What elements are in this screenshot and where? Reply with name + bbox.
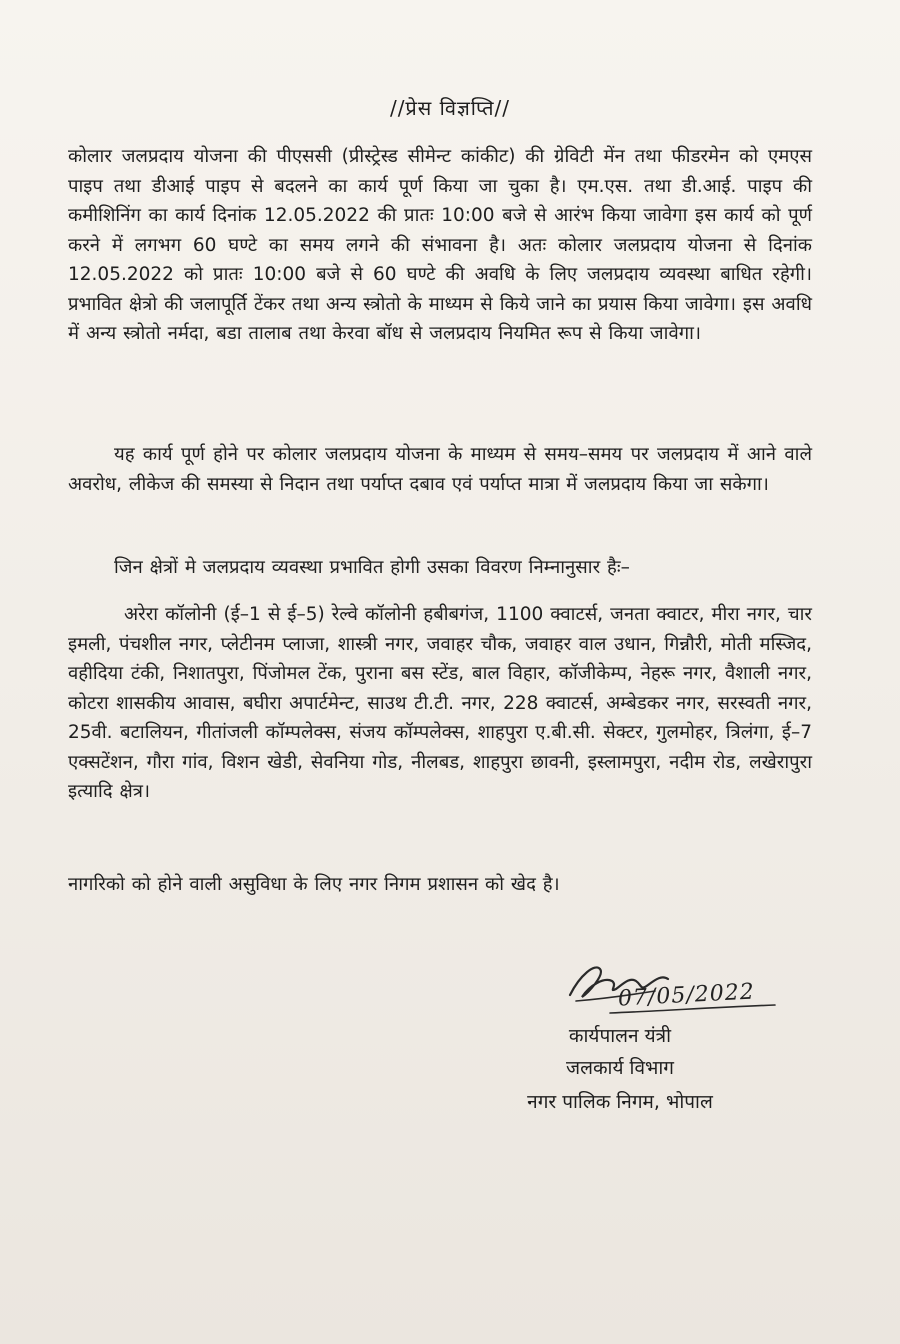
handwritten-signature — [560, 955, 780, 1030]
paragraph-shutdown-notice: कोलार जलप्रदाय योजना की पीएससी (प्रीस्ट्रेस्ड सीमेन्ट कांकीट) की ग्रेविटी मेंन तथा फीडरमेन को एमएस पाइप तथा डीआई पाइप से बदलने का कार्य पूर्ण किया जा चुका है। एम.एस. तथा डी.आई. पाइप की कमीशिनिंग का कार्य दिनांक 12.05.2022 की प्रातः 10:00 बजे से आरंभ किया जावेगा इस कार्य को पूर्ण करने में लगभग 60 घण्टे का समय लगने की संभावना है। अतः कोलार जलप्रदाय योजना से दिनांक 12.05.2022 को प्रातः 10:00 बजे से 60 घण्टे की अवधि के लिए जलप्रदाय व्यवस्था बाधित रहेगी। प्रभावित क्षेत्रो की जलापूर्ति टेंकर तथा अन्य स्त्रोतो के माध्यम से किये जाने का प्रयास किया जावेगा। इस अवधि में अन्य स्त्रोतो नर्मदा, बडा तालाब तथा केरवा बॉध से जलप्रदाय नियमित रूप से किया जावेगा। — [68, 146, 812, 344]
document-title: //प्रेस विज्ञप्ति// — [389, 96, 511, 120]
paragraph-benefits: यह कार्य पूर्ण होने पर कोलार जलप्रदाय योजना के माध्यम से समय–समय पर जलप्रदाय में आने वाले अवरोध, लीकेज की समस्या से निदान तथा पर्याप्त दबाव एवं पर्याप्त मात्रा में जलप्रदाय किया जा सकेगा। — [68, 444, 812, 495]
paragraph-affected-areas-intro: जिन क्षेत्रों मे जलप्रदाय व्यवस्था प्रभावित होगी उसका विवरण निम्नानुसार हैः– — [114, 557, 630, 578]
paragraph-affected-areas-list: अरेरा कॉलोनी (ई–1 से ई–5) रेल्वे कॉलोनी हबीबगंज, 1100 क्वाटर्स, जनता क्वाटर, मीरा नगर, चार इमली, पंचशील नगर, प्लेटीनम प्लाजा, शास्त्री नगर, जवाहर चौक, जवाहर वाल उधान, गिन्नौरी, मोती मस्जिद, वहीदिया टंकी, निशातपुरा, पिंजोमल टेंक, पुराना बस स्टेंड, बाल विहार, कॉजीकेम्प, नेहरू नगर, वैशाली नगर, कोटरा शासकीय आवास, बघीरा अपार्टमेन्ट, साउथ टी.टी. नगर, 228 क्वाटर्स, अम्बेडकर नगर, सरस्वती नगर, 25वी. बटालियन, गीतांजली कॉम्पलेक्स, संजय कॉम्पलेक्स, शाहपुरा ए.बी.सी. सेक्टर, गुलमोहर, त्रिलंगा, ई–7 एक्सटेंशन, गौरा गांव, विशन खेडी, सेवनिया गोड, नीलबड, शाहपुरा छावनी, इस्लामपुरा, नदीम रोड, लखेरापुरा इत्यादि क्षेत्र। — [68, 604, 812, 802]
signatory-designation: कार्यपालन यंत्री — [568, 1025, 672, 1047]
signatory-department: जलकार्य विभाग — [565, 1057, 674, 1079]
signature-date: 07/05/2022 — [617, 979, 756, 1012]
signatory-organization: नगर पालिक निगम, भोपाल — [527, 1091, 713, 1113]
paragraph-apology: नागरिको को होने वाली असुविधा के लिए नगर निगम प्रशासन को खेद है। — [68, 874, 560, 895]
